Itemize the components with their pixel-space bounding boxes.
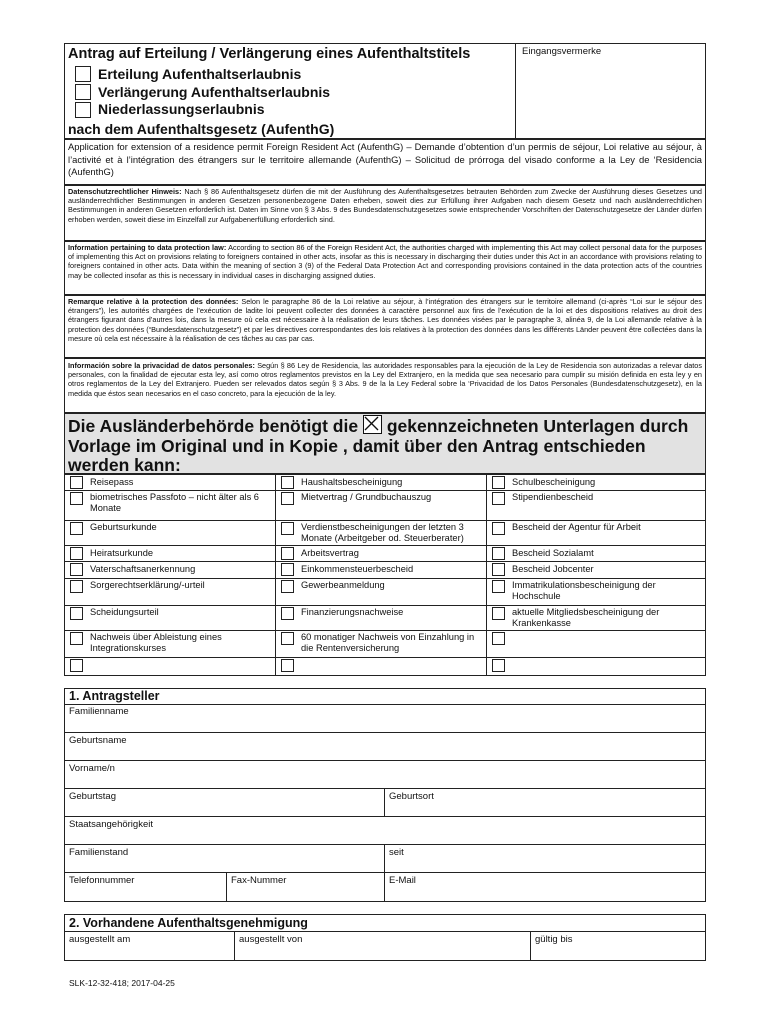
document-checkbox[interactable] <box>281 522 294 535</box>
familienname-field[interactable] <box>64 717 706 731</box>
document-label: Gewerbeanmeldung <box>301 580 385 590</box>
document-checkbox[interactable] <box>281 547 294 560</box>
document-checkbox[interactable] <box>492 492 505 505</box>
telefon-label: Telefonnummer <box>69 875 135 886</box>
email-field[interactable] <box>385 886 706 901</box>
document-checkbox[interactable] <box>281 659 294 672</box>
document-label: Arbeitsvertrag <box>301 548 359 558</box>
document-label: Vaterschaftsanerkennung <box>90 564 196 574</box>
familienstand-label: Familienstand <box>69 847 129 858</box>
document-checkbox[interactable] <box>70 492 83 505</box>
document-checkbox[interactable] <box>281 580 294 593</box>
privacy-en: Information pertaining to data protection law: According to section 86 of the Foreign Resident Act, the authorities charged with implementing this Act may collect personal data for the purposes of implementing this Act on provisions relating to foreigners contained in other acts, insofar as this is necessary in discharging their duties under this Act in an accordance with provisions relating to foreigners contained in other acts. Data within the meaning of section 3 (9) of the Federal Data Protection Act and corresponding provisions contained in the data protection acts of the countries may be collected insofar as this is necessary in individual cases in discharging assigned duties. <box>68 243 702 280</box>
geburtsname-field[interactable] <box>64 746 706 759</box>
document-label: Immatrikulationsbescheinigung der Hochschule <box>512 580 656 601</box>
staatsangehoerigkeit-label: Staatsangehörigkeit <box>69 819 153 830</box>
document-checkbox[interactable] <box>70 580 83 593</box>
document-label: Scheidungsurteil <box>90 607 159 617</box>
document-label: Einkommensteuerbescheid <box>301 564 414 574</box>
marked-checkbox-icon <box>363 415 382 434</box>
permit-title: 2. Vorhandene Aufenthaltsgenehmigung <box>69 916 308 930</box>
familienname-label: Familienname <box>69 706 129 717</box>
vorname-label: Vorname/n <box>69 763 115 774</box>
document-checkbox[interactable] <box>492 563 505 576</box>
document-checkbox[interactable] <box>492 580 505 593</box>
checkbox-erteilung[interactable] <box>75 66 91 82</box>
geburtsname-label: Geburtsname <box>69 735 127 746</box>
document-checkbox[interactable] <box>70 659 83 672</box>
document-checkbox[interactable] <box>70 632 83 645</box>
document-label: Mietvertrag / Grundbuchauszug <box>301 492 432 502</box>
law-reference: nach dem Aufenthaltsgesetz (AufenthG) <box>68 121 335 137</box>
document-checkbox[interactable] <box>281 563 294 576</box>
document-label: 60 monatiger Nachweis von Einzahlung in die Rentenversicherung <box>301 632 475 653</box>
privacy-fr: Remarque relative à la protection des données: Selon le paragraphe 86 de la Loi relative au séjour, à l’intégration des étrangers sur le territoire allemand (ci-après “Loi sur le séjour des étrangers”), les autorités chargées de l’exécution de ladite loi peuvent collecter des données à caractère personnel aux fins de l’exécution de la loi et des dispositions relatives au droit des étrangers figurant dans d’autres lois, dans la mesure où cela est nécessaire à la réalisation de leurs tâches. Les données visées par le paragraphe 3, alinéa 9, de la Loi allemande relative à la protection des données (“Bundesdatenschutzgesetz”) et par les directives correspondantes des lois relatives à la protection des données dans les différents Länder peuvent être collectées dans la mesure où cela est nécessaire à la réalisation de ces tâches au cas par cas. <box>68 297 702 343</box>
staatsangehoerigkeit-field[interactable] <box>64 830 706 843</box>
geburtstag-field[interactable] <box>64 802 384 815</box>
document-label: Reisepass <box>90 477 134 487</box>
option-niederlassung: Niederlassungserlaubnis <box>98 101 265 117</box>
geburtsort-field[interactable] <box>385 802 706 815</box>
document-label: Stipendienbescheid <box>512 492 594 502</box>
document-checkbox[interactable] <box>492 632 505 645</box>
applicant-title: 1. Antragsteller <box>69 689 160 703</box>
familienstand-field[interactable] <box>64 858 384 871</box>
document-label: Verdienstbescheinigungen der letzten 3 Monate (Arbeitgeber od. Steuerberater) <box>301 522 464 543</box>
privacy-de: Datenschutzrechtlicher Hinweis: Nach § 86 Aufenthaltsgesetz dürfen die mit der Ausführung des Aufenthaltsgesetzes betrauten Behörden zum Zwecke der Ausführung dieses Gesetzes und ausländerrechtlicher Bestimmungen in anderen Gesetzen personenbezogene Daten erheben, soweit dies zur Erfüllung ihrer Aufgaben nach diesem Gesetz und nach ausländerrechtlichen Bestimmungen in anderen Gesetzen erforderlich ist. Daten im Sinne von § 3 Abs. 9 des Bundesdatenschutzgesetzes sowie entsprechender Vorschriften der Datenschutzgesetze der Länder dürfen erhoben werden, soweit diese im Einzelfall zur Aufgabenerfüllung erforderlich sind. <box>68 187 702 224</box>
gueltig-bis-label: gültig bis <box>535 934 573 945</box>
document-label: Sorgerechtserklärung/-urteil <box>90 580 205 590</box>
document-checkbox[interactable] <box>281 607 294 620</box>
document-label: Finanzierungsnachweise <box>301 607 404 617</box>
seit-label: seit <box>389 847 404 858</box>
document-checkbox[interactable] <box>281 492 294 505</box>
vorname-field[interactable] <box>64 774 706 787</box>
geburtsort-label: Geburtsort <box>389 791 434 802</box>
ausgestellt-am-field[interactable] <box>64 945 234 960</box>
document-label: Bescheid der Agentur für Arbeit <box>512 522 641 532</box>
seit-field[interactable] <box>385 858 706 871</box>
document-label: Geburtsurkunde <box>90 522 157 532</box>
documents-heading: Die Ausländerbehörde benötigt die gekennzeichneten Unterlagen durch Vorlage im Original und in Kopie , damit über den Antrag entschieden werden kann: <box>68 416 689 475</box>
document-label: Heiratsurkunde <box>90 548 154 558</box>
document-label: Haushaltsbescheinigung <box>301 477 403 487</box>
document-checkbox[interactable] <box>70 522 83 535</box>
checkbox-verlaengerung[interactable] <box>75 84 91 100</box>
document-label: Bescheid Jobcenter <box>512 564 594 574</box>
document-label: biometrisches Passfoto – nicht älter als 6 Monate <box>90 492 259 513</box>
document-checkbox[interactable] <box>281 476 294 489</box>
document-checkbox[interactable] <box>70 607 83 620</box>
document-checkbox[interactable] <box>70 563 83 576</box>
option-erteilung: Erteilung Aufenthaltserlaubnis <box>98 66 302 82</box>
fax-label: Fax-Nummer <box>231 875 287 886</box>
fax-field[interactable] <box>227 886 384 901</box>
document-label: Bescheid Sozialamt <box>512 548 594 558</box>
ausgestellt-von-label: ausgestellt von <box>239 934 303 945</box>
document-checkbox[interactable] <box>70 476 83 489</box>
subtitle: Application for extension of a residence permit Foreign Resident Act (AufenthG) – Demande d’obtention d’un permis de séjour, Loi relative au séjour, à l’activité et à l’intégration des étrangers sur le territoire allemande (AufenthG) – Solicitud de prórroga del visado conforme a la Ley de ‘Residencia (AufenthG) <box>68 141 702 177</box>
email-label: E-Mail <box>389 875 416 886</box>
ausgestellt-von-field[interactable] <box>235 945 530 960</box>
document-checkbox[interactable] <box>281 632 294 645</box>
ausgestellt-am-label: ausgestellt am <box>69 934 131 945</box>
document-label: Nachweis über Ableistung eines Integrationskurses <box>90 632 222 653</box>
checkbox-niederlassung[interactable] <box>75 102 91 118</box>
document-checkbox[interactable] <box>70 547 83 560</box>
document-checkbox[interactable] <box>492 659 505 672</box>
document-checkbox[interactable] <box>492 607 505 620</box>
document-checkbox[interactable] <box>492 476 505 489</box>
privacy-es: Información sobre la privacidad de datos personales: Según § 86 Ley de Residencia, las autoridades responsables para la ejecución de la Ley de Residencia son autorizadas a relevar datos personales, con la finalidad de ejecutar esta ley, así como otros reglamentos previstos en la Ley del Extranjero, en la medida que sea necesario para cumplir su misión definida en esta ley y en otros reglamentos de la Ley del Extranjero. Pueden ser relevados datos según § 3 Abs. 9 de la la Ley Federal sobre la ‘Privacidad de los Datos Personales (Bundesdatenschutzgesetz), en la medida que éstos sean necesarios en el caso concreto, para la ejecución de la ley. <box>68 361 702 398</box>
document-checkbox[interactable] <box>492 522 505 535</box>
option-verlaengerung: Verlängerung Aufenthaltserlaubnis <box>98 84 331 100</box>
document-label: Schulbescheinigung <box>512 477 596 487</box>
document-checkbox[interactable] <box>492 547 505 560</box>
document-label: aktuelle Mitgliedsbescheinigung der Krankenkasse <box>512 607 660 628</box>
receipt-label: Eingangsvermerke <box>522 46 602 57</box>
form-title: Antrag auf Erteilung / Verlängerung eines Aufenthaltstitels <box>68 46 471 62</box>
gueltig-bis-field[interactable] <box>531 945 706 960</box>
telefon-field[interactable] <box>64 886 226 901</box>
form-code: SLK-12-32-418; 2017-04-25 <box>69 978 175 988</box>
geburtstag-label: Geburtstag <box>69 791 116 802</box>
